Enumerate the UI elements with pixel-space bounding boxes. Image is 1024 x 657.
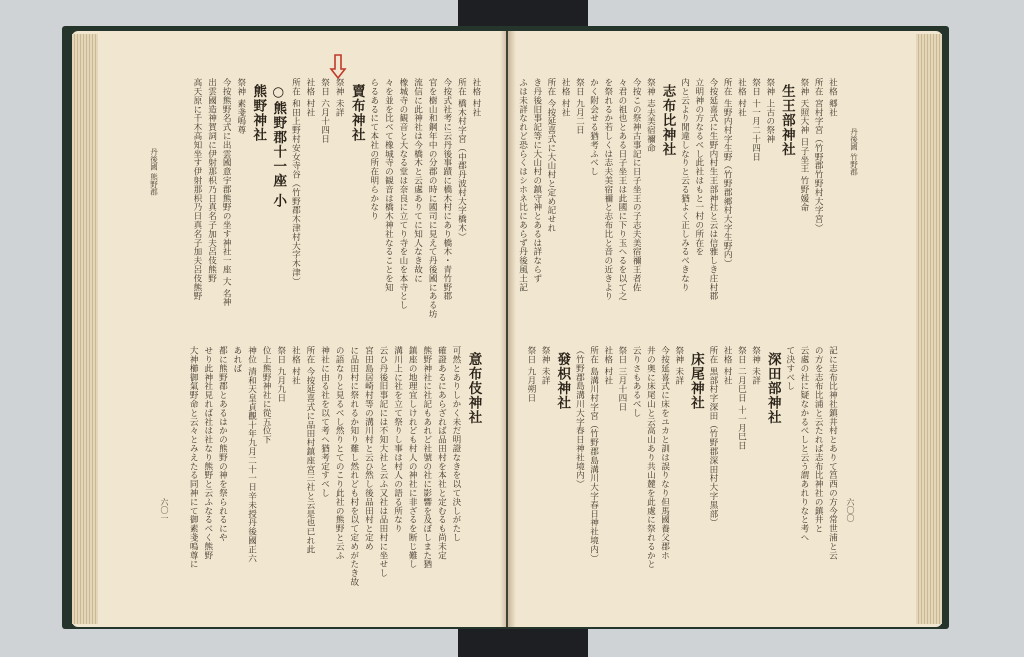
text-column: 官を樹山和鋼年中の分郡の時に國司に見えて丹後國にある坊 xyxy=(427,78,438,319)
text-column: 大神櫛御氣野命と云々とみえたる同神にて御素戔嗚尊に xyxy=(188,346,199,569)
text-column: （竹野郡島溝川大字春日神社境内） xyxy=(574,346,585,489)
text-column: 今按熊野名式に出雲國意宇郡熊野の坐す神社一座 大 名神 xyxy=(221,78,232,307)
text-column: 確證あるにあらざれば品田村を本社と定むるも尚未定 xyxy=(436,346,447,560)
text-column: 位上熊野神社に從五位下 xyxy=(261,346,272,444)
text-column: 社格 村社 xyxy=(602,346,613,385)
text-column: 所在 黒部村字深田（竹野郡深田村大字黒部） xyxy=(707,346,718,528)
shrine-heading: 生王部神社 xyxy=(778,84,795,157)
text-column: 出雲國造神賀詞に伊射那枳乃日真名子加夫呂伎熊野 xyxy=(206,78,217,283)
text-column: かく附会せる猶考ふべし xyxy=(588,78,599,176)
text-column: せり此神社見れば社は社なり熊野と云ふなるべく熊野 xyxy=(202,346,213,560)
text-column: 祭神 未詳 xyxy=(334,78,345,117)
text-column: 内と云より閒違しなりと云る猶よく正しみるべきなり xyxy=(679,78,690,292)
text-column: 所在 今按延喜式に大山村と定め記せれ xyxy=(545,78,556,233)
text-column: あれば xyxy=(231,346,242,373)
text-column: 祭日 三月十四日 xyxy=(616,346,627,412)
text-column: 今按式社考に云丹後事蹟に橋木村にあり橋木・青竹野郡 xyxy=(441,78,452,301)
right-page-number: 六〇〇 xyxy=(846,498,855,522)
text-column: 社格 村社 xyxy=(736,78,747,117)
text-column: の方を志布比浦と云たれば志布比神社の鎮井と xyxy=(813,346,824,533)
shrine-heading: 熊野神社 xyxy=(250,84,267,142)
text-column: 今按この祭神古事記に日子坐王の子志夫美宿禰王者佐 xyxy=(631,78,642,292)
text-column: 今按延喜式に生野内村生王部神社と云は信雅しき庄村郡 xyxy=(707,78,718,301)
text-column: 云りさもあるべし xyxy=(631,346,642,418)
text-column: 所在 島溝川村字宮（竹野郡島溝川大字春日神社境内） xyxy=(588,346,599,563)
shrine-heading: 深田部神社 xyxy=(764,352,781,425)
text-column: に品田村に祭れるか知り難し然れども村を以て定めがたき故 xyxy=(348,346,359,587)
text-column: 社格 村社 xyxy=(304,78,315,117)
text-column: 所在 今按延喜式に品田村鎮座宮三社と云是也已れ此 xyxy=(304,346,315,554)
text-column: 記に志布比神社鎮井村とありて筥西の方今常世浦と云 xyxy=(827,346,838,560)
text-column: 云處の社に疑なかるべしと云う謂あれりなと考へ xyxy=(798,346,809,542)
text-column: 祭日 十一月二十四日 xyxy=(750,78,761,162)
text-column: 橡城寺の観音と大なる堂は奈良に立てり寺を山を本寺とし xyxy=(397,78,408,310)
text-column: 今按延喜式に床をユカと訓は誤りなり但馬國養父郡ホ xyxy=(659,346,670,560)
text-column: ふは未詳なれど恐らくはシホネ比にあらず丹後風土記 xyxy=(517,78,528,292)
right-running-header: 丹後國 竹野郡 xyxy=(849,128,859,176)
text-column: 立明神の方なるべし此社はもと一村の所在を xyxy=(693,78,704,256)
text-column: 社格 村社 xyxy=(290,346,301,385)
left-page-edges xyxy=(72,34,98,624)
text-column: 神社に由る社を以て考へ猶考定すべし xyxy=(319,346,330,498)
text-column: 所在 宮村字宮（竹野郡竹野村大字宮） xyxy=(813,78,824,233)
shrine-heading: 床尾神社 xyxy=(687,352,704,410)
text-column: 祭神 素戔嗚尊 xyxy=(235,78,246,135)
shrine-heading: 發枳神社 xyxy=(554,352,571,410)
text-column: 云ひ丹後旧事記には不知大社と云ふ又社は品田村に坐せし xyxy=(377,346,388,578)
text-column: 祭日 九月二日 xyxy=(574,78,585,135)
text-column: き丹後旧事記等に大山村の鎮守神とあるは詳ならず xyxy=(531,78,542,283)
left-running-header: 丹後國 熊野郡 xyxy=(149,148,159,196)
shrine-heading: 賣布神社 xyxy=(348,84,365,142)
text-column: の語なりと見るべし然りとてのこり此社の熊野と云ふ xyxy=(334,346,345,560)
text-column: 祭神 志夫美宿禰命 xyxy=(645,78,656,153)
text-column: 可然とありしかく未だ明證なきを以て決しがたし xyxy=(450,346,461,542)
text-column: 溝川上に社を立て祭りし事は村人の語る所なり xyxy=(392,346,403,533)
shrine-heading: 意布伎神社 xyxy=(465,352,482,425)
text-column: 社格 郷社 xyxy=(827,78,838,117)
text-column: 所在 橋木村字宮（中郡丹波村大字橋木） xyxy=(456,78,467,242)
text-column: 所在 和田上野村安女寺谷（竹野郡木津村大字木津） xyxy=(290,78,301,286)
text-column: て決すべし xyxy=(784,346,795,391)
text-column: 祭神 上古の祭神 xyxy=(764,78,775,144)
text-column: 祭神 未詳 xyxy=(540,346,551,385)
text-column: 祭日 六月十四日 xyxy=(319,78,330,144)
text-column: らるあるにて本社の所在明らかなり xyxy=(368,78,379,221)
left-page-number: 六〇一 xyxy=(160,498,169,522)
text-column: 祭日 九月九日 xyxy=(275,346,286,403)
text-column: 宮田島居崎村等の溝川村と云ひ然し後品田村と定め xyxy=(363,346,374,551)
text-column: 所在 生野内村字生野（竹野郡郷村大字生野内） xyxy=(722,78,733,268)
right-page-edges xyxy=(916,34,942,624)
text-column: 井の奥に床尾山と云高山あり共山麓を此處に祭れるかと xyxy=(645,346,656,569)
text-column: 流信に此神社は今橋木と云處ありてに知人なき故に xyxy=(412,78,423,283)
text-column: 祭神 天照大神 日子坐王 竹野媛命 xyxy=(798,78,809,212)
text-column: 祭日 九月朔日 xyxy=(525,346,536,403)
text-column: 社格 村社 xyxy=(722,346,733,385)
text-column: 高天原に千木高知坐す伊射那枳乃日真名子加夫呂伎熊野 xyxy=(191,78,202,301)
text-column: 神位 清和天皇貞觀十年九月二十一日辛未授丹後國正六 xyxy=(246,346,257,563)
shrine-heading: ○熊野郡十一座 小 xyxy=(270,84,287,209)
text-column: 都に熊野郡とあるはかの熊野の神を祭られるにや xyxy=(217,346,228,542)
text-column: 祭神 未詳 xyxy=(750,346,761,385)
text-column: 社格 村社 xyxy=(470,78,481,117)
text-column: 熊野神社に社記もあれど社號の社に影響を及ぼしまた猶 xyxy=(421,346,432,569)
text-column: 鎮座の地理宜しけれども村人の神社に非ざるを断じ難し xyxy=(407,346,418,569)
text-column: 社格 村社 xyxy=(560,78,571,117)
shrine-heading: 志布比神社 xyxy=(659,84,676,157)
text-column: 祭神 未詳 xyxy=(673,346,684,385)
text-column: を祭れるか若しくは志夫美宿禰と志布比と音の近きより xyxy=(602,78,613,301)
down-arrow-icon xyxy=(330,54,346,80)
text-column: 祭日 二月巳日 十一月巳日 xyxy=(736,346,747,450)
text-column: 々を並を比べて橡城寺の観音は橋木神社なることを知 xyxy=(383,78,394,292)
text-column: 々君の祖也とある日子坐王は此國に下り玉へるを以て之 xyxy=(616,78,627,301)
book-gutter xyxy=(500,31,516,627)
